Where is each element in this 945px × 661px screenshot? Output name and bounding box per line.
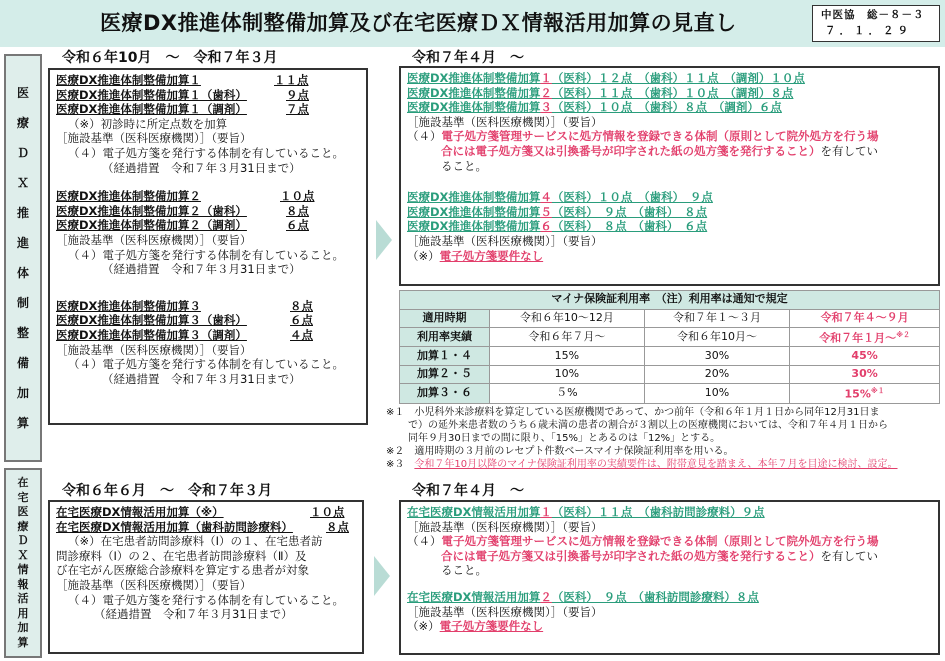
item-points: ９点 xyxy=(286,87,309,102)
item-label: 医療DX推進体制整備加算３ xyxy=(56,298,201,313)
item-points: １０点 xyxy=(280,189,315,204)
sidebar-char: 進 xyxy=(16,236,29,250)
item-points: １０点 xyxy=(310,505,345,519)
header-period-1: 令和６年10～12月 xyxy=(490,309,645,328)
item-label: 医療DX推進体制整備加算１（歯科） xyxy=(56,87,247,102)
top-right-period: 令和７年４月 ～ xyxy=(412,50,524,66)
basis: ［施設基準（医科医療機関）］（要旨） xyxy=(407,604,603,619)
item-points: ８点 xyxy=(326,519,349,534)
item-label: 医療DX推進体制整備加算２（調剤） xyxy=(56,218,247,233)
top-right-panel xyxy=(399,66,940,286)
note: （※）初診時に所定点数を加算 xyxy=(68,116,228,131)
footnote-1c: 同年９月30日までの間に限り、「15%」とあるのは「12%」とする。 xyxy=(408,433,721,444)
actual-3: 令和７年１月～$^{※2}$ xyxy=(790,328,940,347)
group-2 xyxy=(56,189,360,277)
basis: ［施設基準（医科医療機関）］（要旨） xyxy=(56,342,252,357)
sidebar-char: 用 xyxy=(17,606,29,620)
requirement: （４）電子処方箋を発行する体制を有していること。 xyxy=(68,145,344,160)
requirement-line-3: ること。 xyxy=(441,563,487,578)
row-label-actual: 利用率実績 xyxy=(400,328,490,347)
sidebar-char: Ｘ xyxy=(16,176,29,190)
item-label: 医療DX推進体制整備加算３（調剤） xyxy=(56,327,247,342)
transitional: （経過措置 令和７年３月31日まで） xyxy=(94,607,293,622)
basis: ［施設基準（医科医療機関）］（要旨） xyxy=(56,232,252,247)
item-points: ８点 xyxy=(290,298,313,313)
footnotes xyxy=(386,406,942,471)
item-label: 在宅医療DX情報活用加算（※） xyxy=(56,505,224,519)
sidebar-char: 療 xyxy=(17,519,29,533)
committee-stamp xyxy=(812,5,940,42)
footnote-3: ※３ 令和７年10月以降のマイナ保険証利用率の実績要件は、附帯意見を踏まえ、本年７月を目途に検討、設定。 xyxy=(386,459,898,470)
requirement: （４）電子処方箋を発行する体制を有していること。 xyxy=(68,357,344,372)
item-label: 医療DX推進体制整備加算３（歯科） xyxy=(56,313,247,328)
no-eprescription-note: （※）電子処方箋要件なし xyxy=(407,619,544,634)
sidebar-home-dx xyxy=(4,468,42,658)
requirement: （４）電子処方箋を発行する体制を有していること。 xyxy=(68,592,344,607)
stamp-line-2: ７．１．２９ xyxy=(825,25,912,37)
bottom-left-panel xyxy=(48,500,364,654)
item-points: ７点 xyxy=(286,102,309,117)
item-points: ８点 xyxy=(286,203,309,218)
addon-2: 医療DX推進体制整備加算２（医科）１１点 （歯科）１０点 （調剤）８点 xyxy=(407,85,794,100)
requirement-line-2: 合には電子処方箋又は引換番号が印字された紙の処方箋を発行すること）を有してい xyxy=(441,143,878,158)
arrow-right-icon xyxy=(374,556,390,596)
footnote-1a: ※１ 小児科外来診療料を算定している医療機関であって、かつ前年（令和６年１月１日から同年12月31日ま xyxy=(386,407,880,418)
addon-4: 医療DX推進体制整備加算４（医科）１０点 （歯科） ９点 xyxy=(407,190,713,205)
header-period-label: 適用時期 xyxy=(400,309,490,328)
item-label: 医療DX推進体制整備加算１ xyxy=(56,73,201,87)
mynumber-rate-table xyxy=(399,290,940,404)
addon-3: 医療DX推進体制整備加算３（医科）１０点 （歯科）８点 （調剤）６点 xyxy=(407,100,782,115)
transitional: （経過措置 令和７年３月31日まで） xyxy=(102,371,301,386)
arrow-right-icon xyxy=(376,220,392,260)
note-line-2: 問診療料（Ⅰ）の２、在宅患者訪問診療料（Ⅱ）及 xyxy=(56,548,307,563)
page-title: 医療DX推進体制整備加算及び在宅医療ＤＸ情報活用加算の見直し xyxy=(100,11,737,35)
item-label: 医療DX推進体制整備加算２（歯科） xyxy=(56,203,247,218)
item-points: ６点 xyxy=(286,218,309,233)
requirement-line-2: 合には電子処方箋又は引換番号が印字された紙の処方箋を発行すること）を有してい xyxy=(441,548,878,563)
sidebar-char: Ｄ xyxy=(17,534,29,547)
requirement-line-3: ること。 xyxy=(441,158,487,173)
sidebar-char: 備 xyxy=(16,356,29,370)
sidebar-char: 加 xyxy=(17,621,29,634)
item-points: ４点 xyxy=(290,327,313,342)
sidebar-char: 在 xyxy=(17,476,29,489)
basis: ［施設基準（医科医療機関）］（要旨） xyxy=(56,577,252,592)
item-points: １１点 xyxy=(274,73,309,87)
addon-6: 医療DX推進体制整備加算６（医科） ８点 （歯科） ６点 xyxy=(407,219,708,234)
item-label: 医療DX推進体制整備加算１（調剤） xyxy=(56,102,247,117)
table-row: 加算１・４ 15% 30% 45% xyxy=(400,347,940,366)
sidebar-char: 医 xyxy=(17,505,29,518)
header-period-3: 令和７年４～９月 xyxy=(790,309,940,328)
sidebar-char: 体 xyxy=(16,266,29,280)
requirement-line-1: （４）電子処方箋管理サービスに処方情報を登録できる体制（原則として院外処方を行う場 xyxy=(407,534,879,549)
sidebar-char: 療 xyxy=(16,116,29,130)
sidebar-char: 整 xyxy=(16,326,29,340)
footnote-1b: で）の延外来患者数のうち６歳未満の患者の割合が３割以上の医療機関においては、令和７年４月１日から xyxy=(408,420,888,431)
sidebar-char: 制 xyxy=(16,296,29,310)
sidebar-char: 宅 xyxy=(17,490,29,504)
footnote-2: ※２ 適用時期の３月前のレセプト件数ベースマイナ保険証利用率を用いる。 xyxy=(386,446,734,457)
basis: ［施設基準（医科医療機関）］（要旨） xyxy=(407,519,603,534)
requirement-line-1: （４）電子処方箋管理サービスに処方情報を登録できる体制（原則として院外処方を行う場 xyxy=(407,129,879,144)
bottom-right-period: 令和７年４月 ～ xyxy=(412,483,524,499)
home-addon-2: 在宅医療DX情報活用加算２（医科） ９点 （歯科訪問診療料）８点 xyxy=(407,589,759,604)
note-line-3: び在宅がん医療総合診療料を算定する患者が対象 xyxy=(56,563,309,578)
note-line-1: （※）在宅患者訪問診療料（Ⅰ）の１、在宅患者訪 xyxy=(68,534,323,549)
bottom-left-period: 令和６年６月 ～ 令和７年３月 xyxy=(62,483,272,499)
sidebar-char: 加 xyxy=(16,386,29,400)
header-period-2: 令和７年１～３月 xyxy=(644,309,789,328)
sidebar-dx-promotion xyxy=(4,54,42,462)
table-caption: マイナ保険証利用率 （注）利用率は通知で規定 xyxy=(400,291,940,310)
sidebar-char: 情 xyxy=(17,563,29,576)
basis: ［施設基準（医科医療機関）］（要旨） xyxy=(407,233,603,248)
item-points: ６点 xyxy=(290,313,313,328)
group-1 xyxy=(56,73,360,175)
sidebar-char: Ｘ xyxy=(17,548,29,562)
item-label: 在宅医療DX情報活用加算（歯科訪問診療料） xyxy=(56,519,293,534)
table-row: 加算２・５ 10% 20% 30% xyxy=(400,365,940,384)
addon-1: 医療DX推進体制整備加算１（医科）１２点 （歯科）１１点 （調剤）１０点 xyxy=(407,71,805,85)
home-addon-1: 在宅医療DX情報活用加算１（医科）１１点 （歯科訪問診療料）９点 xyxy=(407,505,765,519)
transitional: （経過措置 令和７年３月31日まで） xyxy=(102,160,301,175)
basis: ［施設基準（医科医療機関）］（要旨） xyxy=(56,131,252,146)
basis: ［施設基準（医科医療機関）］（要旨） xyxy=(407,114,603,129)
sidebar-char: 算 xyxy=(17,635,29,649)
sidebar-char: 報 xyxy=(17,577,29,591)
table-row: 加算３・６ ５% 10% 15%$^{※1}$ xyxy=(400,384,940,403)
sidebar-char: 算 xyxy=(16,416,29,430)
no-eprescription-note: （※）電子処方箋要件なし xyxy=(407,248,544,263)
stamp-line-1: 中医協 総－８－３ xyxy=(821,9,925,21)
actual-2: 令和６年10月～ xyxy=(644,328,789,347)
transitional: （経過措置 令和７年３月31日まで） xyxy=(102,262,301,277)
top-left-panel xyxy=(48,68,368,425)
sidebar-char: 活 xyxy=(17,592,29,605)
bottom-right-panel xyxy=(399,500,940,655)
sidebar-char: Ｄ xyxy=(16,146,29,160)
requirement: （４）電子処方箋を発行する体制を有していること。 xyxy=(68,247,344,262)
group-3 xyxy=(56,299,360,387)
item-label: 医療DX推進体制整備加算２ xyxy=(56,189,201,204)
addon-5: 医療DX推進体制整備加算５（医科） ９点 （歯科） ８点 xyxy=(407,204,708,219)
actual-1: 令和６年７月～ xyxy=(490,328,645,347)
sidebar-char: 医 xyxy=(16,86,29,100)
top-left-period: 令和６年10月 ～ 令和７年３月 xyxy=(62,50,278,66)
sidebar-char: 推 xyxy=(16,206,29,220)
